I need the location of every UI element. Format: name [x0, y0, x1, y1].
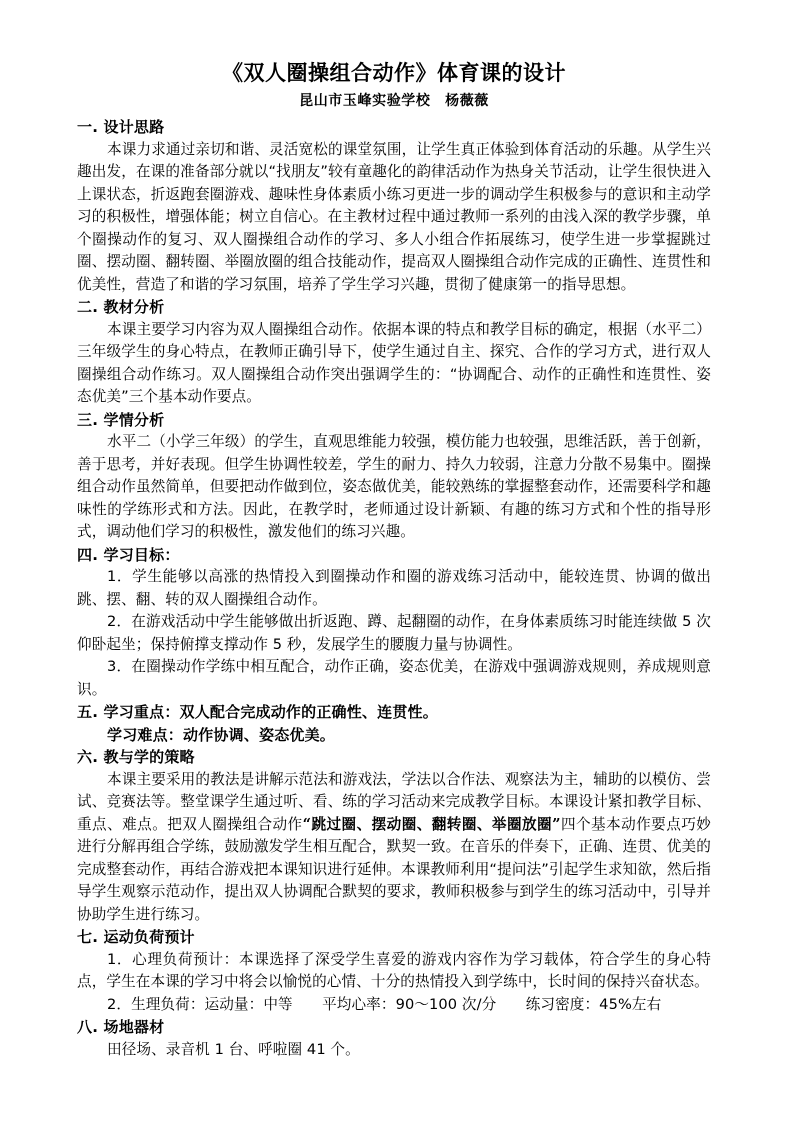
section-6-text-pre: 本课主要采用的教法是讲解示范法和游戏法，学法以合作法、观察法为主，辅助的以模仿、尝试、竞赛法等。整堂课学生通过听、看、练的学习活动来完成教学目标。本课设计紧扣教学目标、重点、难点。把双人圈操组合动作: [77, 770, 711, 833]
section-heading-8: 八. 场地器材: [77, 1018, 165, 1036]
section-body-8: 田径场、录音机 1 台、呼啦圈 41 个。: [107, 1040, 360, 1058]
section-heading-2: 二. 教材分析: [77, 298, 165, 316]
section-body-2: 本课主要学习内容为双人圈操组合动作。依据本课的特点和教学目标的确定，根据（水平二）三年级学生的身心特点，在教师正确引导下，使学生通过自主、探究、合作的学习方式，进行双人圈操组合动作练习。双人圈操组合动作突出强调学生的：“协调配合、动作的正确性和连贯性、姿态优美”三个基本动作要点。: [77, 320, 711, 405]
byline: 昆山市玉峰实验学校 杨薇薇: [299, 93, 489, 109]
objective-item-2: 2．在游戏活动中学生能够做出折返跑、蹲、起翻圈的动作，在身体素质练习时能连续做 5 次仰卧起坐；保持俯撑支撑动作 5 秒，发展学生的腰腹力量与协调性。: [77, 613, 711, 653]
section-5-subheading: 学习难点：动作协调、姿态优美。: [107, 725, 336, 744]
section-body-6: [77, 769, 711, 927]
section-heading-5-label: 五. 学习重点：: [77, 703, 180, 721]
objective-item-1: 1．学生能够以高涨的热情投入到圈操动作和圈的游戏练习活动中，能较连贯、协调的做出跳、摆、翻、转的双人圈操组合动作。: [77, 568, 711, 608]
section-heading-1: 一. 设计思路: [77, 118, 165, 136]
page-content: [77, 58, 711, 1061]
section-heading-5: [77, 701, 711, 724]
load-item-1: 1．心理负荷预计：本课选择了深受学生喜爱的游戏内容作为学习载体，符合学生的身心特点，学生在本课的学习中将会以愉悦的心情、十分的热情投入到学练中，长时间的保持兴奋状态。: [77, 950, 711, 990]
load-item-2: 2．生理负荷：运动量：中等 平均心率：90～100 次/分 练习密度：45%左右: [107, 995, 662, 1013]
page-title: 《双人圈操组合动作》体育课的设计: [222, 61, 566, 85]
section-heading-3: 三. 学情分析: [77, 410, 165, 429]
section-6-text-post: 四个基本动作要点巧妙进行分解再组合学练，鼓励激发学生相互配合，默契一致。在音乐的伴奏下，正确、连贯、优美的完成整套动作，再结合游戏把本课知识进行延伸。本课教师利用“提问法”引起学生求知欲，然后指导学生观察示范动作，提出双人协调配合默契的要求，教师积极参与到学生的练习活动中，引导并协助学生进行练习。: [77, 815, 711, 923]
section-heading-7: 七. 运动负荷预计: [77, 928, 195, 946]
section-heading-5-value: 双人配合完成动作的正确性、连贯性。: [179, 703, 438, 721]
section-heading-6: 六. 教与学的策略: [77, 748, 195, 766]
section-body-3: 水平二（小学三年级）的学生，直观思维能力较强，模仿能力也较强，思维活跃，善于创新，善于思考，并好表现。但学生协调性较差，学生的耐力、持久力较弱，注意力分散不易集中。圈操组合动作虽然简单，但要把动作做到位，姿态做优美，能较熟练的掌握整套动作，还需要科学和趣味性的学练形式和方法。因此，在教学时，老师通过设计新颖、有趣的练习方式和个性的指导形式，调动他们学习的积极性，激发他们的练习兴趣。: [77, 433, 711, 540]
section-6-key-actions: “跳过圈、摆动圈、翻转圈、举圈放圈”: [302, 815, 561, 833]
objective-item-3: 3．在圈操动作学练中相互配合，动作正确，姿态优美，在游戏中强调游戏规则，养成规则意识。: [77, 658, 711, 698]
section-body-1: 本课力求通过亲切和谐、灵活宽松的课堂氛围，让学生真正体验到体育活动的乐趣。从学生兴趣出发，在课的准备部分就以“找朋友”较有童趣化的韵律活动作为热身关节活动，让学生很快进入上课状态，折返跑套圈游戏、趣味性身体素质小练习更进一步的调动学生积极参与的意识和主动学习的积极性，增强体能；树立自信心。在主教材过程中通过教师一系列的由浅入深的教学步骤，单个圈操动作的复习、双人圈操组合动作的学习、多人小组合作拓展练习，使学生进一步掌握跳过圈、摆动圈、翻转圈、举圈放圈的组合技能动作，提高双人圈操组合动作完成的正确性、连贯性和优美性，营造了和谐的学习氛围，培养了学生学习兴趣，贯彻了健康第一的指导思想。: [77, 140, 711, 293]
section-heading-4: 四. 学习目标：: [77, 545, 180, 564]
